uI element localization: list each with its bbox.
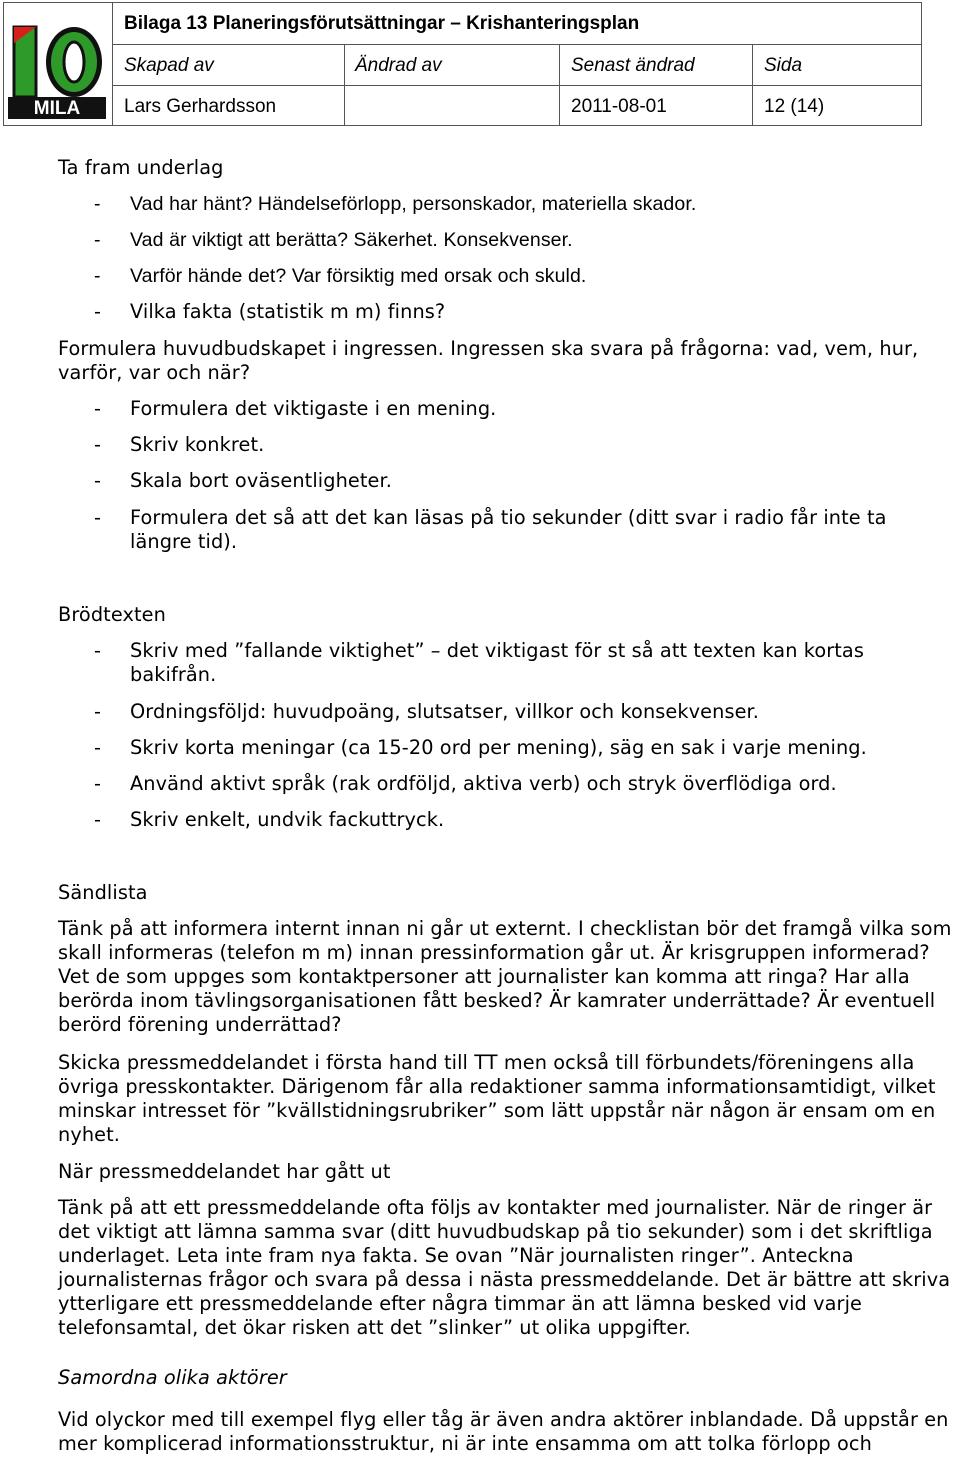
samordna-heading: Samordna olika aktörer (58, 1366, 287, 1389)
last-changed-value: 2011-08-01 (571, 96, 667, 117)
bullet-dash: - (94, 300, 102, 323)
bullet-dash: - (94, 229, 101, 251)
page-value: 12 (14) (764, 96, 825, 117)
samordna-paragraph: Vid olyckor med till exempel flyg eller tåg är även andra aktörer inblandade. Då uppstår en mer komplicerad informationsstruktur, ni är inte ensamma om att tolka förlopp och (58, 1408, 949, 1455)
sandlista-paragraph-2: Skicka pressmeddelandet i första hand till TT men också till förbundets/föreningens alla övriga presskontakter. Därigenom får alla redaktioner samma informationsamtidigt, vilket minskar intresset för ”kvällstidningsrubriker” som lätt uppstår när någon är ensam om en nyhet. (58, 1051, 936, 1146)
bullet-dash: - (94, 506, 102, 529)
bullet-dash: - (94, 265, 101, 287)
header-rule-2 (112, 85, 922, 86)
changed-by-label: Ändrad av (355, 55, 442, 76)
list-item-text: Skriv med ”fallande viktighet” – det viktigast för st så att texten kan kortas bakifrån. (130, 639, 864, 686)
list-item-text: Skriv konkret. (130, 433, 265, 456)
logo-zero-hole (64, 42, 84, 82)
list-item-text: Varför hände det? Var försiktig med orsak och skuld. (130, 265, 587, 287)
last-changed-label: Senast ändrad (571, 55, 695, 76)
sandlista-paragraph-1: Tänk på att informera internt innan ni går ut externt. I checklistan bör det framgå vilka som skall informeras (telefon m m) innan pressinformation går ut. Är krisgruppen informerad? Vet de som uppges som kontaktpersoner att journalister kan komma att ringa? Har alla berörda inom tävlingsorganisationen fått besked? Är kamrater underrättade? Är eventuell berörd förening underrättad? (58, 917, 952, 1036)
list-item-text: Skriv enkelt, undvik fackuttryck. (130, 808, 445, 831)
bullet-dash: - (94, 433, 102, 456)
nar-paragraph: Tänk på att ett pressmeddelande ofta följs av kontakter med journalister. När de ringer är det viktigt att lämna samma svar (ditt huvudbudskap på tio sekunder) som i det skriftliga underlaget. Leta inte fram nya fakta. Se ovan ”När journalisten ringer”. Anteckna journalisternas frågor och svara på dessa i nästa pressmeddelande. Det är bättre att skriva ytterligare ett pressmeddelande efter några timmar än att lämna besked vid varje telefonsamtal, det ökar risken att det ”slinker” ut olika uppgifter. (58, 1196, 951, 1339)
list-item-text: Formulera det så att det kan läsas på tio sekunder (ditt svar i radio får inte ta längre tid). (130, 506, 887, 553)
list-item-text: Använd aktivt språk (rak ordföljd, aktiva verb) och stryk överflödiga ord. (130, 772, 837, 795)
bullet-dash: - (94, 469, 102, 492)
bullet-dash: - (94, 772, 102, 795)
header-col-divider-2 (559, 45, 560, 125)
brodtexten-heading: Brödtexten (58, 603, 166, 626)
formulera-paragraph: Formulera huvudbudskapet i ingressen. Ingressen ska svara på frågorna: vad, vem, hur, varför, var och när? (58, 337, 919, 384)
list-item-text: Ordningsföljd: huvudpoäng, slutsatser, villkor och konsekvenser. (130, 700, 760, 723)
logo-text: MILA (33, 98, 81, 119)
header-col-divider-3 (752, 45, 753, 125)
bullet-dash: - (94, 639, 102, 662)
sandlista-heading: Sändlista (58, 881, 148, 904)
ta-fram-heading: Ta fram underlag (58, 156, 224, 179)
bullet-dash: - (94, 193, 101, 215)
nar-heading: När pressmeddelandet har gått ut (58, 1160, 391, 1183)
bullet-dash: - (94, 700, 102, 723)
bullet-dash: - (94, 808, 102, 831)
created-by-label: Skapad av (124, 55, 214, 76)
logo-cell (4, 3, 113, 125)
header-rule-1 (112, 44, 922, 45)
list-item-text: Skala bort oväsentligheter. (130, 469, 392, 492)
document-title: Bilaga 13 Planeringsförutsättningar – Krishanteringsplan (124, 13, 640, 34)
list-item-text: Formulera det viktigaste i en mening. (130, 397, 497, 420)
page-label: Sida (764, 55, 803, 76)
list-item-text: Vad är viktigt att berätta? Säkerhet. Konsekvenser. (130, 229, 573, 251)
bullet-dash: - (94, 397, 102, 420)
document-header (3, 2, 922, 126)
list-item-text: Vilka fakta (statistik m m) finns? (130, 300, 446, 323)
header-col-divider-1 (344, 45, 345, 125)
list-item-text: Vad har hänt? Händelseförlopp, personskador, materiella skador. (130, 193, 697, 215)
list-item-text: Skriv korta meningar (ca 15-20 ord per mening), säg en sak i varje mening. (130, 736, 867, 759)
tiomila-logo (8, 25, 108, 121)
created-by-value: Lars Gerhardsson (124, 96, 277, 117)
bullet-dash: - (94, 736, 102, 759)
